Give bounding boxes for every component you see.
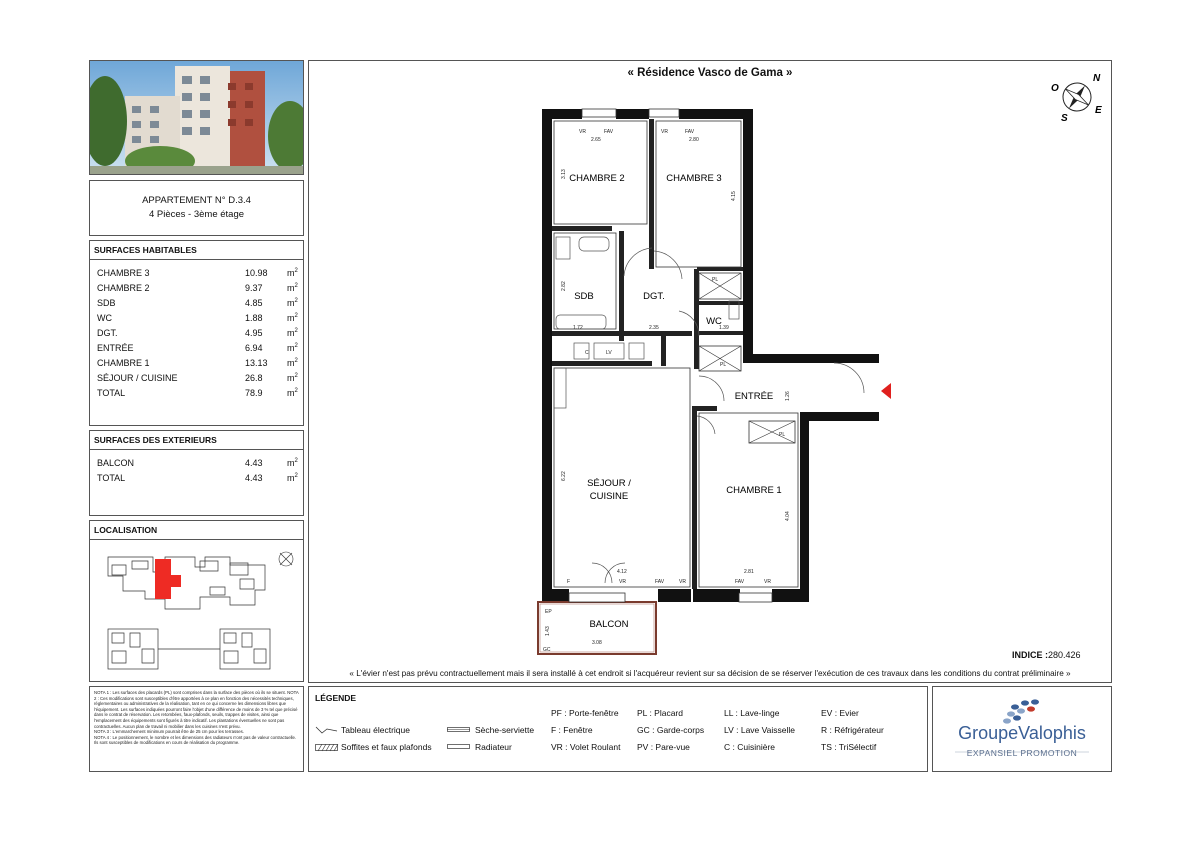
surface-name: DGT. xyxy=(97,328,118,338)
soffit-hatch-icon xyxy=(315,744,339,752)
indice-value: 280.426 xyxy=(1048,650,1081,660)
surface-row xyxy=(97,283,296,298)
surface-value: 4.85 xyxy=(245,298,263,308)
abbr-ll: LL : Lave-linge xyxy=(724,708,780,718)
unit-base: m xyxy=(287,343,295,353)
tag-fav-c1: FAV xyxy=(735,579,745,585)
compass-e: E xyxy=(1095,105,1102,116)
entrance-marker-icon xyxy=(881,383,891,399)
abbr-pf: PF : Porte-fenêtre xyxy=(551,708,619,718)
surface-row xyxy=(97,313,296,328)
unit-exponent: 2 xyxy=(294,373,298,379)
surface-value: 26.8 xyxy=(245,373,263,383)
unit-exponent: 2 xyxy=(294,358,298,364)
room-sejour-line1: SÉJOUR / xyxy=(587,478,631,489)
tag-pl-2: PL xyxy=(720,362,727,368)
legend-panel xyxy=(308,686,928,772)
tag-pl-3: PL xyxy=(779,432,786,438)
surface-unit xyxy=(287,268,298,278)
surface-name: SDB xyxy=(97,298,116,308)
tag-fav-c2: FAV xyxy=(604,129,614,135)
compass-o: O xyxy=(1051,83,1059,94)
tag-f-sejour: F xyxy=(567,579,571,585)
surface-value: 10.98 xyxy=(245,268,268,278)
surface-value: 4.43 xyxy=(245,473,263,483)
room-sejour-line2: CUISINE xyxy=(589,491,629,502)
unit-base: m xyxy=(287,458,295,468)
surface-unit xyxy=(287,458,298,468)
radiator-icon xyxy=(447,744,471,750)
legend-radiator: Radiateur xyxy=(475,742,512,752)
unit-base: m xyxy=(287,268,295,278)
note-3: NOTA 3 : L'emmarchement minimum pourrait être de 25 cm pour les terrasses. xyxy=(94,729,244,735)
surface-name: BALCON xyxy=(97,458,135,468)
note-4: NOTA 4 : Le positionnement, le nombre et les dimensions des radiateurs n'ont pas de valeur contractuelle. Ils sont susceptibles de modifications en cours de réalisation du programme. xyxy=(94,734,297,746)
logo-name-2: Valophis xyxy=(1018,723,1086,743)
surface-value: 6.94 xyxy=(245,343,263,353)
surface-unit xyxy=(287,313,298,323)
floor-plan-drawing xyxy=(309,61,1111,682)
localisation-compass-icon xyxy=(279,552,293,566)
surface-row xyxy=(97,358,296,373)
unit-exponent: 2 xyxy=(294,313,298,319)
apartment-number: APPARTEMENT N° D.3.4 xyxy=(142,195,251,206)
abbr-pv: PV : Pare-vue xyxy=(637,742,690,752)
surface-value: 4.95 xyxy=(245,328,263,338)
localisation-site-plan xyxy=(90,537,303,682)
exterior-surfaces-heading: SURFACES DES EXTERIEURS xyxy=(90,431,303,450)
unit-base: m xyxy=(287,388,295,398)
abbr-lv: LV : Lave Vaisselle xyxy=(724,725,796,735)
valophis-dots-icon xyxy=(1003,699,1039,723)
room-sdb: SDB xyxy=(574,291,594,302)
unit-base: m xyxy=(287,358,295,368)
tag-vr-c3: VR xyxy=(661,129,668,135)
surface-value: 9.37 xyxy=(245,283,263,293)
tag-pl-1: PL xyxy=(712,277,719,283)
dim-chambre2-height: 3.13 xyxy=(561,169,567,179)
surface-unit xyxy=(287,328,298,338)
interior-walls xyxy=(552,119,743,589)
surface-row xyxy=(97,458,296,473)
residence-title: « Résidence Vasco de Gama » xyxy=(627,67,793,79)
surface-value: 1.88 xyxy=(245,313,263,323)
surface-name: ENTRÉE xyxy=(97,343,134,353)
abbr-r: R : Réfrigérateur xyxy=(821,725,884,735)
indice-label: INDICE : xyxy=(1012,650,1048,660)
surface-value: 4.43 xyxy=(245,458,263,468)
tag-c: C xyxy=(585,350,589,356)
tag-lv: LV xyxy=(606,350,612,356)
logo-tagline: EXPANSIEL PROMOTION xyxy=(966,748,1078,758)
dim-sdb-height: 2.82 xyxy=(561,281,567,291)
abbr-f: F : Fenêtre xyxy=(551,725,593,735)
tag-vr-c2: VR xyxy=(579,129,586,135)
abbr-ev: EV : Evier xyxy=(821,708,859,718)
indice xyxy=(1012,650,1081,660)
surface-name: CHAMBRE 3 xyxy=(97,268,150,278)
surface-name: WC xyxy=(97,313,112,323)
surface-unit xyxy=(287,358,298,368)
legend-towel-dryer: Sèche-serviette xyxy=(475,725,535,735)
dim-chambre1-height: 4.04 xyxy=(785,511,791,521)
abbr-ts: TS : TriSélectif xyxy=(821,742,877,752)
unit-base: m xyxy=(287,328,295,338)
habitable-surfaces-heading: SURFACES HABITABLES xyxy=(90,241,303,260)
abbr-pl: PL : Placard xyxy=(637,708,683,718)
surface-row xyxy=(97,328,296,343)
electrical-panel-icon xyxy=(315,725,339,735)
dim-chambre3-height: 4.15 xyxy=(731,191,737,201)
surface-unit xyxy=(287,373,298,383)
tag-vr-sejour-2: VR xyxy=(679,579,686,585)
compass-icon xyxy=(1058,78,1097,117)
surface-row xyxy=(97,343,296,358)
surface-unit xyxy=(287,283,298,293)
valophis-logo xyxy=(933,687,1111,771)
floor-plan-panel xyxy=(308,60,1112,683)
surface-row xyxy=(97,268,296,283)
room-entree: ENTRÉE xyxy=(734,391,774,402)
surface-unit xyxy=(287,343,298,353)
compass-n: N xyxy=(1093,73,1101,84)
dim-chambre3-width: 2.80 xyxy=(689,137,699,143)
unit-exponent: 2 xyxy=(294,343,298,349)
surface-name: SÉJOUR / CUISINE xyxy=(97,373,178,383)
localisation-highlight xyxy=(155,559,171,599)
note-1-2: NOTA 1 : Les surfaces des placards (PL) sont comprises dans la surface des pièces où ils se situent. NOTA 2 : Ces modifications sont susceptibles d'être apportées à ce plan en fonction des nécessités techniques, réglementaires ou administratives de la réalisation, tant en ce qui concerne les dimensions libres que l'équipement. Les surfaces indiquées pourront faire l'objet d'une différence de moins de 3 % tel que précisé dans le contrat de réservation. Les retombées, faux-plafonds, seuils, trappes de visites, ainsi que l'emplacement des équipements sont figurés à titre indicatif. Les plantations éventuelles ne sont pas contractuelles. Aucun plan de travail ni mobilier dans les cuisines n'est prévu. xyxy=(94,690,299,729)
legend-electrical-panel: Tableau électrique xyxy=(341,725,410,735)
surface-name: TOTAL xyxy=(97,388,126,398)
surface-unit xyxy=(287,388,298,398)
abbr-c: C : Cuisinière xyxy=(724,742,776,752)
dim-sejour-width: 4.12 xyxy=(617,569,627,575)
habitable-surfaces-rows xyxy=(90,260,303,403)
logo-name-1: Groupe xyxy=(958,723,1019,743)
room-chambre-3: CHAMBRE 3 xyxy=(666,173,722,184)
unit-base: m xyxy=(287,313,295,323)
tag-gc: GC xyxy=(543,647,551,653)
surface-row xyxy=(97,298,296,313)
room-chambre-1: CHAMBRE 1 xyxy=(726,485,782,496)
tag-ep: EP xyxy=(545,609,552,615)
abbr-vr: VR : Volet Roulant xyxy=(551,742,621,752)
svg-text:GroupeValophis xyxy=(958,723,1086,743)
room-chambre-2: CHAMBRE 2 xyxy=(569,173,625,184)
room-balcon: BALCON xyxy=(589,619,629,630)
unit-exponent: 2 xyxy=(294,458,298,464)
sink-disclaimer: « L'évier n'est pas prévu contractuellement mais il sera installé à cet endroit si l'acquéreur revient sur sa décision de se réserver l'exécution de ces travaux dans les conditions du contrat préliminaire » xyxy=(349,669,1071,678)
unit-base: m xyxy=(287,298,295,308)
dim-dgt-width: 2.35 xyxy=(649,325,659,331)
dim-balcon-width: 3.08 xyxy=(592,640,602,646)
tag-vr-sejour: VR xyxy=(619,579,626,585)
apartment-type-floor: 4 Pièces - 3ème étage xyxy=(148,209,245,220)
compass-s: S xyxy=(1061,113,1068,124)
exterior-surfaces-table xyxy=(89,430,304,516)
unit-base: m xyxy=(287,473,295,483)
surface-unit xyxy=(287,298,298,308)
dim-chambre1-width: 2.81 xyxy=(744,569,754,575)
surface-row xyxy=(97,373,296,388)
company-logo-panel xyxy=(932,686,1112,772)
dim-entree-height: 1.26 xyxy=(785,391,791,401)
surface-name: CHAMBRE 2 xyxy=(97,283,150,293)
dim-sejour-height: 6.22 xyxy=(561,471,567,481)
room-dgt: DGT. xyxy=(643,291,665,302)
abbr-gc: GC : Garde-corps xyxy=(637,725,705,735)
towel-dryer-icon xyxy=(447,727,471,733)
building-render-image xyxy=(90,61,304,175)
surface-row xyxy=(97,473,296,488)
tag-fav-c3: FAV xyxy=(685,129,695,135)
localisation-panel xyxy=(89,520,304,682)
unit-exponent: 2 xyxy=(294,283,298,289)
surface-name: CHAMBRE 1 xyxy=(97,358,150,368)
localisation-heading: LOCALISATION xyxy=(90,521,303,540)
dim-balcon-height: 1.43 xyxy=(545,626,551,636)
surface-value: 78.9 xyxy=(245,388,263,398)
apartment-info xyxy=(89,180,304,236)
dim-wc-width: 1.39 xyxy=(719,325,729,331)
unit-base: m xyxy=(287,373,295,383)
dim-chambre2-width: 2.65 xyxy=(591,137,601,143)
unit-exponent: 2 xyxy=(294,328,298,334)
legend-title: LÉGENDE xyxy=(315,693,357,703)
legend-soffits: Soffites et faux plafonds xyxy=(341,742,432,752)
unit-base: m xyxy=(287,283,295,293)
unit-exponent: 2 xyxy=(294,473,298,479)
room-wc: WC xyxy=(706,316,722,327)
unit-exponent: 2 xyxy=(294,388,298,394)
habitable-surfaces-table xyxy=(89,240,304,426)
unit-exponent: 2 xyxy=(294,298,298,304)
legal-notes xyxy=(89,686,304,772)
building-photo xyxy=(89,60,304,175)
surface-unit xyxy=(287,473,298,483)
surface-value: 13.13 xyxy=(245,358,268,368)
exterior-surfaces-rows xyxy=(90,450,303,488)
tag-vr-c1: VR xyxy=(764,579,771,585)
surface-row xyxy=(97,388,296,403)
surface-name: TOTAL xyxy=(97,473,126,483)
unit-exponent: 2 xyxy=(294,268,298,274)
tag-fav-sejour: FAV xyxy=(655,579,665,585)
dim-sdb-width: 1.72 xyxy=(573,325,583,331)
